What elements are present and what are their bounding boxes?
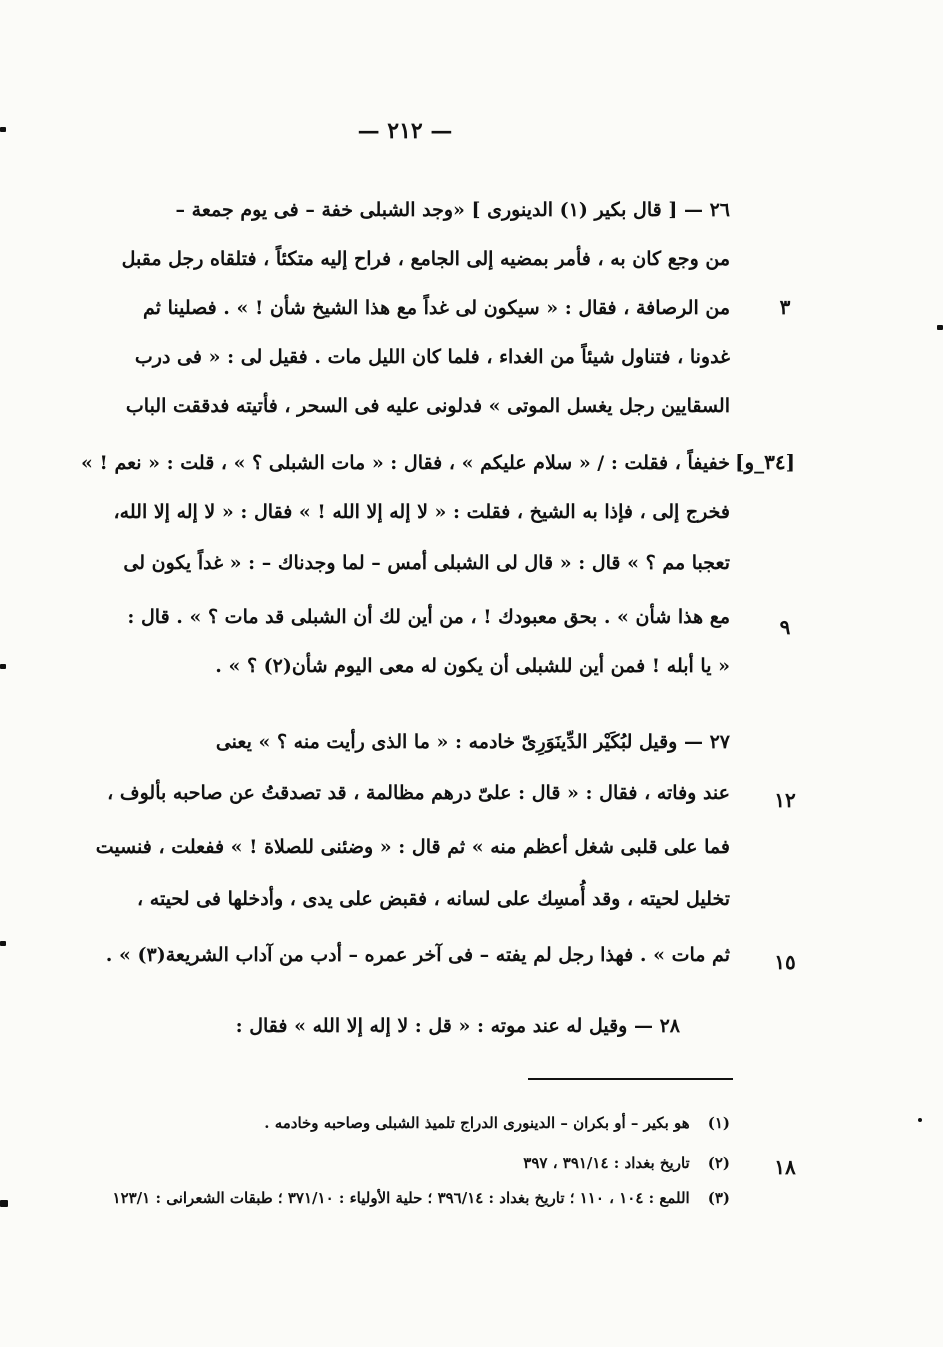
footnote-number: (٢) [707, 1154, 730, 1172]
footnote-number: (١) [707, 1114, 730, 1132]
footnote-text: هو بكير – أو بكران – الدينورى الدراج تلميذ الشبلى وصاحبه وخادمه . [264, 1114, 690, 1132]
text-line-6: خفيفاً ، فقلت : / « سلام عليكم » ، فقال : « مات الشبلى ؟ » ، قلت : « نعم ! » [81, 452, 730, 474]
line-number-18: ١٨ [774, 1155, 796, 1179]
line-number-9: ٩ [779, 615, 791, 639]
scan-speck [0, 127, 6, 132]
scan-speck [918, 1118, 922, 1122]
footnote-text: تاريخ بغداد : ٣٩١/١٤ ، ٣٩٧ [523, 1154, 690, 1172]
text-line-11: ٢٧ — وقيل لبُكَيْر الدِّينَوَرِىّ خادمه : « ما الذى رأيت منه ؟ » يعنى [215, 731, 730, 753]
footnote-3 [70, 1183, 730, 1213]
text-line-16: ٢٨ — وقيل له عند موته : « قل : لا إله إلا الله » فقال : [235, 1015, 680, 1037]
text-line-15: ثم مات » . فهذا رجل لم يفته – فى آخر عمره – أدب من آداب الشريعة(٣) » . [105, 944, 730, 966]
text-line-3: من الرصافة ، فقال : « سيكون لى غداً مع هذا الشيخ شأن ! » . فصلينا ثم [143, 297, 730, 319]
line-number-12: ١٢ [774, 788, 796, 812]
scan-speck [937, 325, 943, 330]
footnote-text: اللمع : ١٠٤ ، ١١٠ ؛ تاريخ بغداد : ٣٩٦/١٤ ؛ حلية الأولياء : ٣٧١/١٠ ؛ طبقات الشعرانى : ١٢٣/١ [112, 1189, 690, 1207]
scan-speck [0, 1200, 8, 1207]
page-number: — ٢١٢ — [357, 118, 453, 144]
text-line-5: السقايين رجل يغسل الموتى » فدلونى عليه فى السحر ، فأتيته فدققت الباب [125, 395, 730, 417]
footnote-1 [70, 1108, 730, 1138]
text-line-14: تخليل لحيته ، وقد أُمسِك على لسانه ، فقبض على يدى ، وأدخلها فى لحيته ، [137, 888, 730, 910]
text-line-13: فما على قلبى شغل أعظم منه » ثم قال : « وضئنى للصلاة ! » ففعلت ، فنسيت [95, 836, 730, 858]
footnote-divider [528, 1078, 733, 1080]
text-line-10: « يا أبله ! فمن أين للشبلى أن يكون له معى اليوم شأن(٢) ؟ » . [215, 655, 730, 677]
footnote-2 [70, 1148, 730, 1178]
text-line-8: تعجبا مم ؟ » قال : « قال لى الشبلى أمس – لما وجدناك – : « غداً يكون لى [123, 552, 730, 574]
text-line-2: من وجع كان به ، فأمر بمضيه إلى الجامع ، فراح إليه متكئاً ، فتلقاه رجل مقبل [121, 248, 730, 270]
line-number-3: ٣ [779, 295, 791, 319]
scan-speck [0, 941, 6, 946]
line-number-15: ١٥ [774, 950, 796, 974]
scan-speck [0, 664, 6, 669]
footnote-number: (٣) [707, 1189, 730, 1207]
text-line-7: فخرج إلى ، فإذا به الشيخ ، فقلت : « لا إله إلا الله ! » فقال : « لا إله إلا الله، [113, 501, 730, 523]
folio-marker: [٣٤_و] [735, 450, 796, 474]
text-line-9: مع هذا شأن » . بحق معبودك ! ، من أين لك أن الشبلى قد مات ؟ » . قال : [127, 606, 730, 628]
text-line-12: عند وفاته ، فقال : « قال : علىّ درهم مظالمة ، قد تصدقتُ عن صاحبه بألوف ، [107, 782, 730, 804]
text-line-1: ٢٦ — [ قال بكير (١) الدينورى ] «وجد الشبلى خفة – فى يوم جمعة – [175, 199, 730, 221]
text-line-4: غدونا ، فتناول شيئاً من الغداء ، فلما كان الليل مات . فقيل لى : « فى درب [134, 346, 730, 368]
